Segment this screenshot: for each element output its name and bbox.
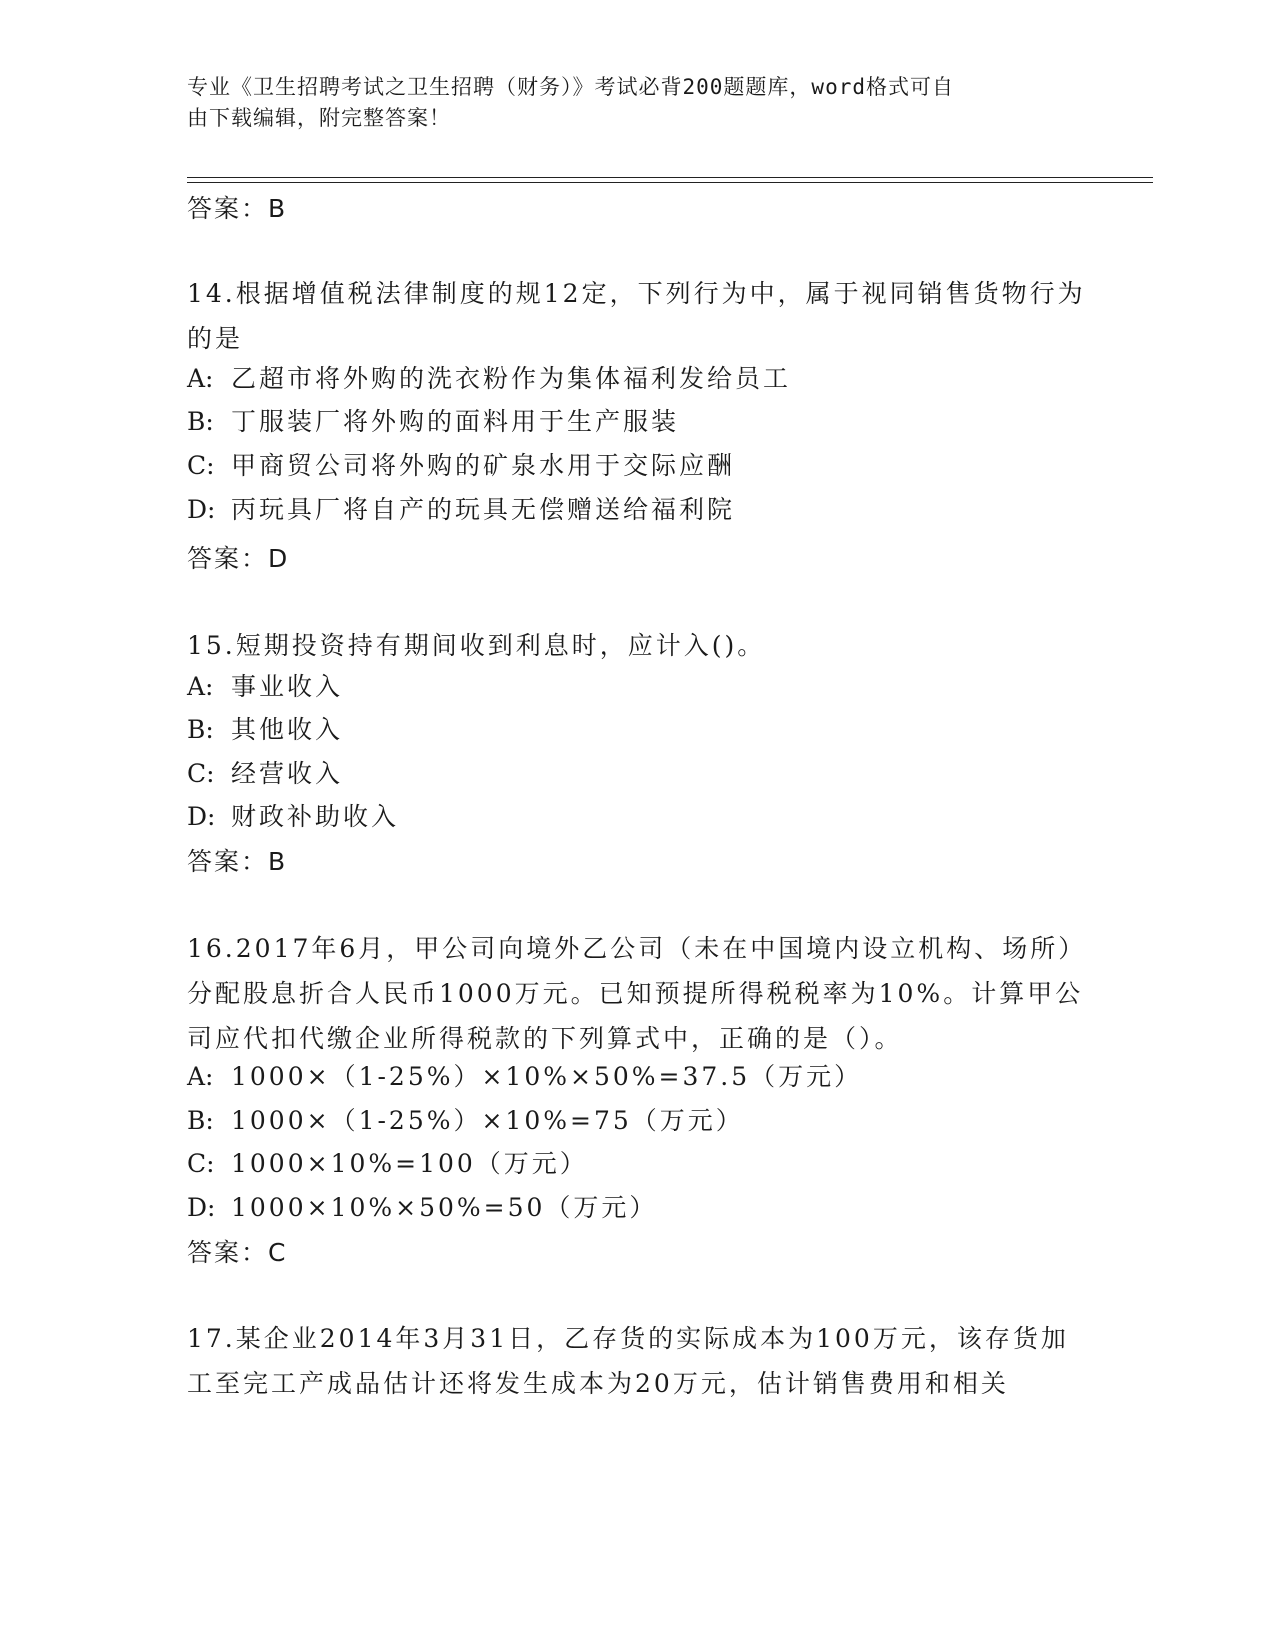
option-text: 甲商贸公司将外购的矿泉水用于交际应酬 bbox=[231, 451, 736, 480]
option-d bbox=[187, 490, 735, 530]
question-stem: 17.某企业2014年3月31日，乙存货的实际成本为100万元，该存货加工至完工产成品估计还将发生成本为20万元，估计销售费用和相关 bbox=[187, 1324, 1069, 1398]
option-d bbox=[187, 1188, 657, 1228]
header-line-1: 专业《卫生招聘考试之卫生招聘（财务）》考试必背200题题库，word格式可自 bbox=[187, 75, 954, 99]
option-text: 经营收入 bbox=[231, 759, 344, 788]
question-stem: 14.根据增值税法律制度的规12定，下列行为中，属于视同销售货物行为的是 bbox=[187, 279, 1086, 353]
document-header bbox=[187, 72, 1067, 134]
option-label: A: bbox=[187, 364, 214, 393]
header-line-2: 由下载编辑，附完整答案！ bbox=[187, 106, 451, 130]
option-a bbox=[187, 1057, 862, 1097]
option-a bbox=[187, 667, 343, 707]
answer-line: 答案：D bbox=[187, 544, 290, 573]
option-label: D: bbox=[187, 495, 216, 524]
option-label: D: bbox=[187, 1193, 216, 1222]
option-text: 1000×（1-25%）×10%×50%=37.5（万元） bbox=[231, 1062, 863, 1091]
answer-line: 答案：B bbox=[187, 194, 288, 223]
option-label: B: bbox=[187, 1106, 214, 1135]
option-label: D: bbox=[187, 802, 216, 831]
option-text: 财政补助收入 bbox=[231, 802, 400, 831]
option-text: 丙玩具厂将自产的玩具无偿赠送给福利院 bbox=[231, 495, 736, 524]
option-label: C: bbox=[187, 759, 215, 788]
option-c bbox=[187, 446, 735, 486]
option-label: B: bbox=[187, 407, 214, 436]
option-text: 丁服装厂将外购的面料用于生产服装 bbox=[231, 407, 680, 436]
option-text: 1000×（1-25%）×10%=75（万元） bbox=[231, 1106, 744, 1135]
option-text: 乙超市将外购的洗衣粉作为集体福利发给员工 bbox=[231, 364, 792, 393]
option-a bbox=[187, 359, 791, 399]
option-c bbox=[187, 1144, 588, 1184]
option-text: 1000×10%=100（万元） bbox=[231, 1149, 588, 1178]
option-text: 其他收入 bbox=[231, 715, 344, 744]
option-c bbox=[187, 754, 343, 794]
option-b bbox=[187, 402, 679, 442]
option-text: 事业收入 bbox=[231, 672, 344, 701]
option-label: C: bbox=[187, 1149, 215, 1178]
answer-line: 答案：B bbox=[187, 847, 288, 876]
header-divider bbox=[187, 177, 1153, 178]
option-b bbox=[187, 1101, 744, 1141]
option-label: A: bbox=[187, 672, 214, 701]
option-label: C: bbox=[187, 451, 215, 480]
option-text: 1000×10%×50%=50（万元） bbox=[231, 1193, 658, 1222]
option-b bbox=[187, 710, 343, 750]
option-label: A: bbox=[187, 1062, 214, 1091]
question-stem: 16.2017年6月，甲公司向境外乙公司（未在中国境内设立机构、场所）分配股息折合人民币1000万元。已知预提所得税税率为10%。计算甲公司应代扣代缴企业所得税款的下列算式中，正确的是（）。 bbox=[187, 934, 1087, 1053]
header-divider-thin bbox=[187, 182, 1153, 183]
question-stem: 15.短期投资持有期间收到利息时，应计入()。 bbox=[187, 631, 766, 660]
option-d bbox=[187, 797, 399, 837]
option-label: B: bbox=[187, 715, 214, 744]
answer-line: 答案：C bbox=[187, 1238, 288, 1267]
